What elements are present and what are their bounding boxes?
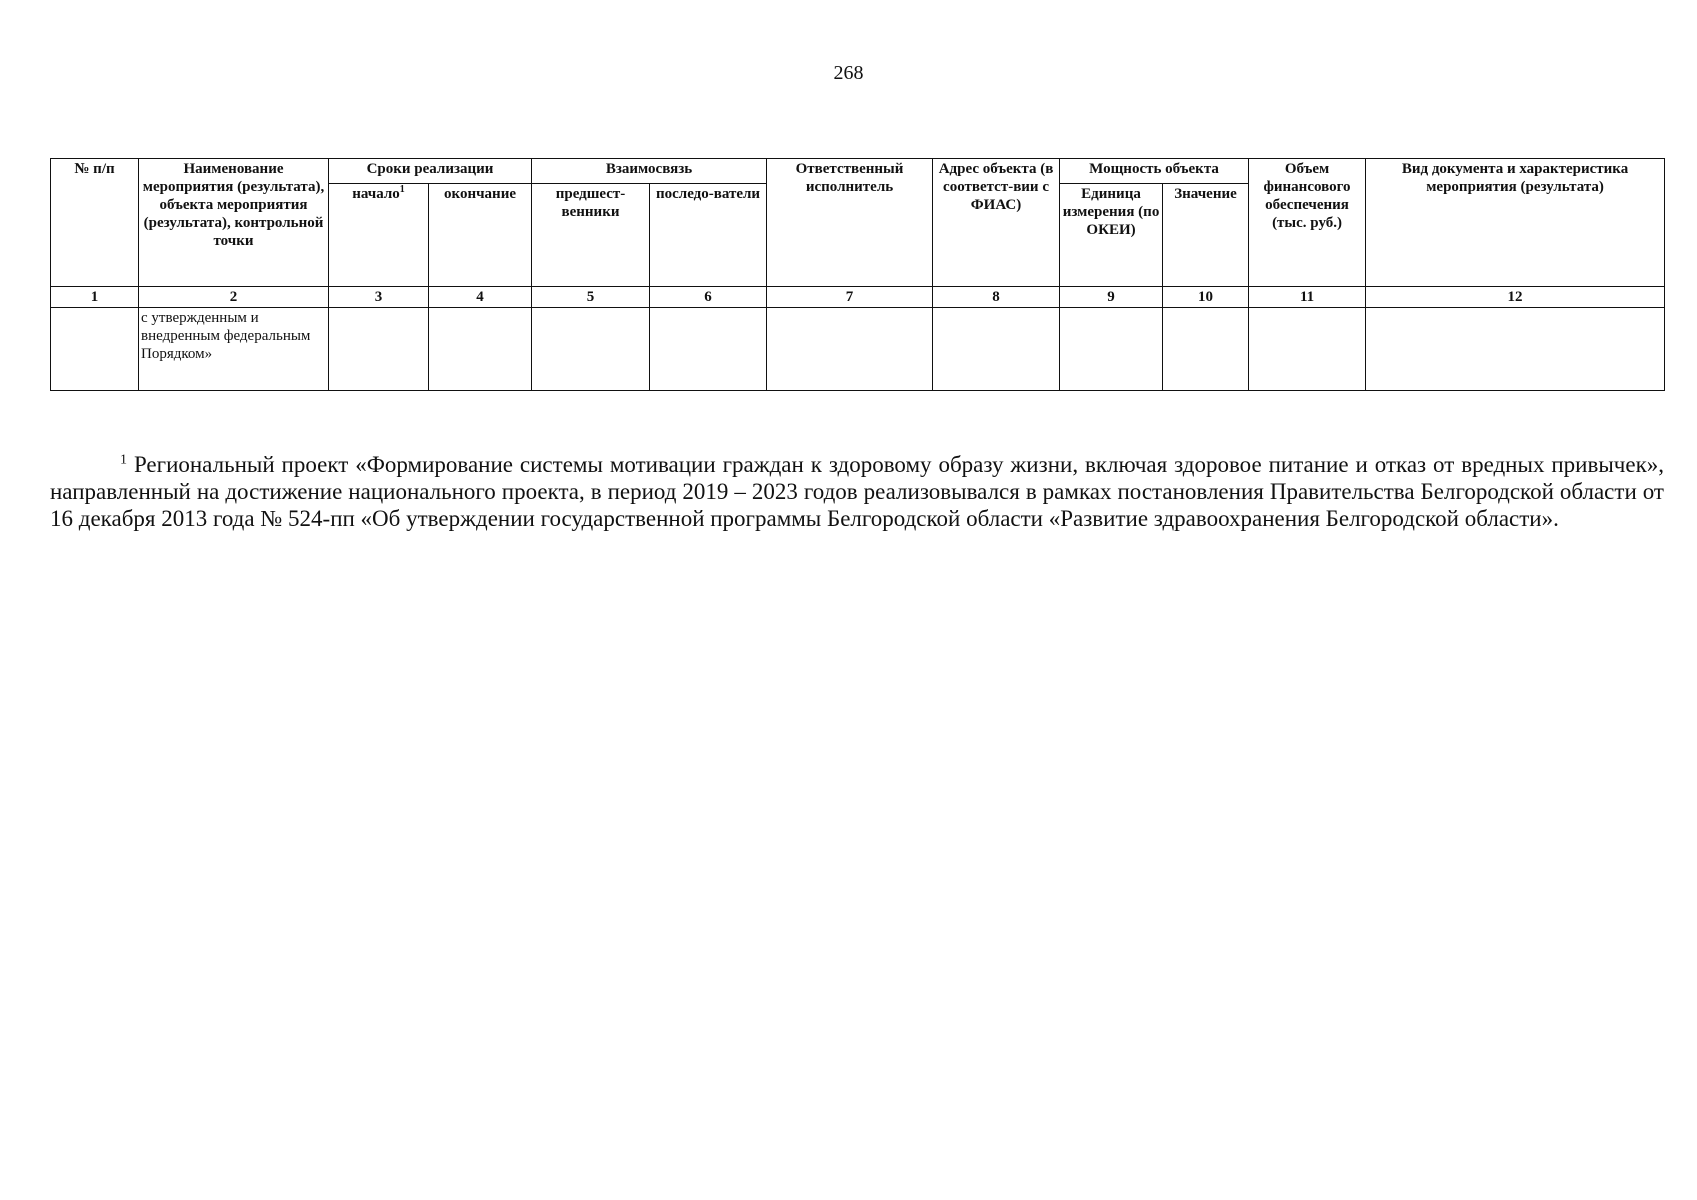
- footnote: [50, 451, 1664, 532]
- column-number: 10: [1163, 287, 1249, 308]
- header-funding: Объем финансового обеспечения (тыс. руб.): [1249, 159, 1366, 287]
- cell-name: с утвержденным и внедренным федеральным Порядком»: [139, 308, 329, 391]
- table-row: [51, 308, 1665, 391]
- column-number: 9: [1060, 287, 1163, 308]
- cell-responsible: [767, 308, 933, 391]
- page-number: 268: [833, 62, 864, 84]
- header-terms-end: окончание: [429, 184, 532, 287]
- header-link-prev: предшест-венники: [532, 184, 650, 287]
- cell-funding: [1249, 308, 1366, 391]
- cell-start: [329, 308, 429, 391]
- header-address: Адрес объекта (в соответст-вии с ФИАС): [933, 159, 1060, 287]
- column-number: 7: [767, 287, 933, 308]
- column-number: 6: [650, 287, 767, 308]
- cell-value: [1163, 308, 1249, 391]
- cell-unit: [1060, 308, 1163, 391]
- cell-next: [650, 308, 767, 391]
- header-capacity-unit: Единица измерения (по ОКЕИ): [1060, 184, 1163, 287]
- footnote-ref: 1: [399, 184, 405, 195]
- column-number: 5: [532, 287, 650, 308]
- cell-address: [933, 308, 1060, 391]
- column-number: 2: [139, 287, 329, 308]
- header-doc-type: Вид документа и характеристика мероприятия (результата): [1366, 159, 1665, 287]
- header-responsible: Ответственный исполнитель: [767, 159, 933, 287]
- header-terms-group: Сроки реализации: [329, 159, 532, 184]
- column-number: 4: [429, 287, 532, 308]
- column-number: 3: [329, 287, 429, 308]
- header-num: № п/п: [51, 159, 139, 287]
- cell-prev: [532, 308, 650, 391]
- column-number: 8: [933, 287, 1060, 308]
- activities-table: [50, 158, 1665, 391]
- header-row-top: [51, 159, 1665, 184]
- header-link-next: последо-ватели: [650, 184, 767, 287]
- header-capacity-value: Значение: [1163, 184, 1249, 287]
- cell-end: [429, 308, 532, 391]
- cell-num: [51, 308, 139, 391]
- footnote-mark: 1: [120, 452, 127, 468]
- column-number: 11: [1249, 287, 1366, 308]
- header-capacity-group: Мощность объекта: [1060, 159, 1249, 184]
- column-number: 12: [1366, 287, 1665, 308]
- header-terms-start: [329, 184, 429, 287]
- cell-doc: [1366, 308, 1665, 391]
- header-terms-start-label: начало: [352, 186, 400, 202]
- column-number: 1: [51, 287, 139, 308]
- header-name: Наименование мероприятия (результата), объекта мероприятия (результата), контрольной точки: [139, 159, 329, 287]
- column-number-row: [51, 287, 1665, 308]
- header-link-group: Взаимосвязь: [532, 159, 767, 184]
- footnote-text: Региональный проект «Формирование системы мотивации граждан к здоровому образу жизни, включая здоровое питание и отказ от вредных привычек», направленный на достижение национального проекта, в период 2019 – 2023 годов реализовывался в рамках постановления Правительства Белгородской области от 16 декабря 2013 года № 524-пп «Об утверждении государственной программы Белгородской области «Развитие здравоохранения Белгородской области».: [50, 452, 1665, 531]
